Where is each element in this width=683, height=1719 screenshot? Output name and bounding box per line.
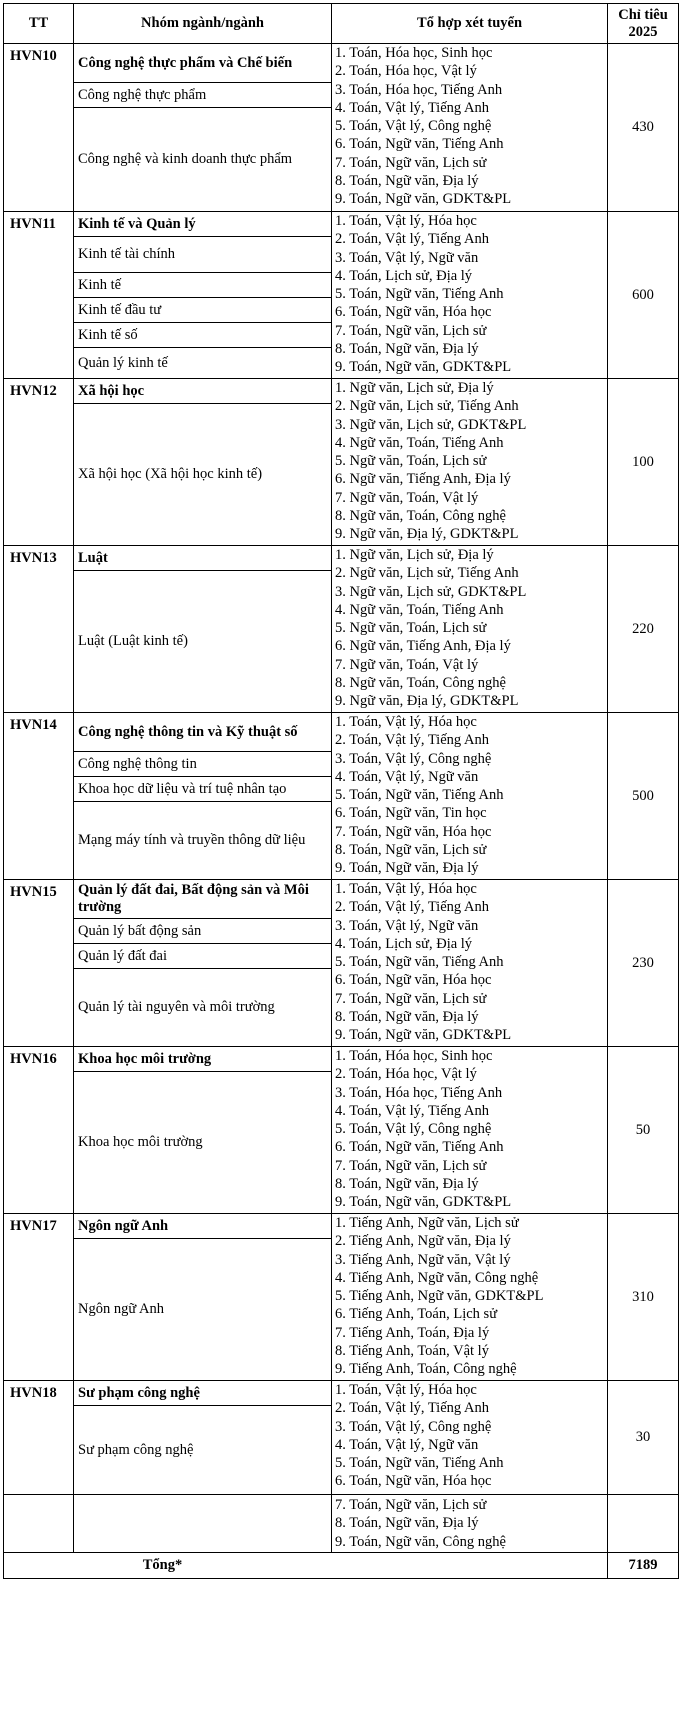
combo-item: 6. Toán, Ngữ văn, Hóa học [335,972,492,989]
combo-item: 5. Toán, Ngữ văn, Tiếng Anh [335,787,504,804]
group-code: HVN17 [4,1214,74,1381]
group-row [4,212,679,237]
group-name: Khoa học môi trường [74,1047,332,1072]
combo-item: 3. Toán, Hóa học, Tiếng Anh [335,1084,503,1101]
combo-item: 1. Toán, Hóa học, Sinh học [335,45,493,61]
combo-item: 7. Toán, Ngữ văn, Lịch sử [335,990,487,1007]
quota-value: 50 [608,1047,679,1214]
combo-item: 6. Toán, Ngữ văn, Hóa học [335,1473,492,1490]
combo-item: 8. Toán, Ngữ văn, Địa lý [335,1176,479,1193]
combo-item: 5. Tiếng Anh, Ngữ văn, GDKT&PL [335,1288,544,1305]
combo-item: 2. Tiếng Anh, Ngữ văn, Địa lý [335,1233,511,1250]
major-name: Ngôn ngữ Anh [74,1239,332,1381]
combo-item: 5. Ngữ văn, Toán, Lịch sử [335,620,487,637]
combo-item: 8. Toán, Ngữ văn, Địa lý [335,1515,479,1532]
admission-quota-table [3,3,679,1579]
combo-item: 9. Tiếng Anh, Toán, Công nghệ [335,1361,517,1378]
quota-value: 500 [608,713,679,880]
group-row [4,546,679,571]
group-row [4,379,679,404]
combo-item: 5. Toán, Vật lý, Công nghệ [335,1121,492,1138]
group-name: Sư phạm công nghệ [74,1381,332,1406]
combo-list [332,379,608,546]
group-code: HVN15 [4,880,74,1047]
combo-item: 8. Ngữ văn, Toán, Công nghệ [335,508,506,525]
combo-list [332,880,608,1047]
group-code: HVN13 [4,546,74,713]
combo-item: 3. Tiếng Anh, Ngữ văn, Vật lý [335,1251,511,1268]
combo-item: 6. Toán, Ngữ văn, Tiếng Anh [335,1139,504,1156]
quota-value: 30 [608,1381,679,1495]
group-name: Quản lý đất đai, Bất động sản và Môi trường [74,880,332,919]
combo-item: 1. Toán, Vật lý, Hóa học [335,213,477,229]
group-name: Xã hội học [74,379,332,404]
combo-item: 1. Toán, Vật lý, Hóa học [335,881,477,897]
major-name: Quản lý kinh tế [74,348,332,379]
combo-list [332,713,608,880]
combo-item: 5. Toán, Ngữ văn, Tiếng Anh [335,954,504,971]
group-row [4,44,679,83]
total-row [4,1553,679,1579]
combo-item: 4. Toán, Lịch sử, Địa lý [335,267,473,284]
combo-item: 3. Toán, Vật lý, Công nghệ [335,1418,492,1435]
table-body [4,44,679,1579]
combo-item: 7. Toán, Ngữ văn, Lịch sử [335,1497,487,1514]
quota-value: 310 [608,1214,679,1381]
combo-item: 9. Ngữ văn, Địa lý, GDKT&PL [335,526,519,543]
major-name: Sư phạm công nghệ [74,1406,332,1495]
major-name: Công nghệ thực phẩm [74,83,332,108]
combo-item: 5. Toán, Ngữ văn, Tiếng Anh [335,1455,504,1472]
blank-cell [608,1495,679,1553]
group-code: HVN10 [4,44,74,212]
combo-item: 6. Tiếng Anh, Toán, Lịch sử [335,1306,498,1323]
quota-value: 430 [608,44,679,212]
combo-item: 7. Tiếng Anh, Toán, Địa lý [335,1324,490,1341]
combo-item: 8. Toán, Ngữ văn, Lịch sử [335,842,487,859]
combo-list [332,44,608,212]
combo-item: 7. Toán, Ngữ văn, Hóa học [335,823,492,840]
combo-item: 8. Ngữ văn, Toán, Công nghệ [335,675,506,692]
combo-item: 3. Toán, Vật lý, Ngữ văn [335,917,479,934]
combo-item: 4. Tiếng Anh, Ngữ văn, Công nghệ [335,1269,539,1286]
combo-item: 2. Toán, Hóa học, Vật lý [335,1066,477,1083]
group-code: HVN18 [4,1381,74,1495]
major-name: Quản lý đất đai [74,944,332,969]
combo-item: 9. Ngữ văn, Địa lý, GDKT&PL [335,693,519,710]
combo-item: 5. Toán, Ngữ văn, Tiếng Anh [335,286,504,303]
major-name: Công nghệ và kinh doanh thực phẩm [74,108,332,212]
combo-item: 3. Ngữ văn, Lịch sử, GDKT&PL [335,583,527,600]
header-quota: Chỉ tiêu 2025 [608,4,679,44]
combo-item: 5. Toán, Vật lý, Công nghệ [335,118,492,135]
combo-item: 1. Toán, Vật lý, Hóa học [335,1382,477,1398]
combo-item: 4. Toán, Vật lý, Tiếng Anh [335,1102,489,1119]
combo-list [332,1214,608,1381]
combo-item: 2. Toán, Hóa học, Vật lý [335,63,477,80]
group-name: Công nghệ thực phẩm và Chế biến [74,44,332,83]
major-name: Quản lý bất động sản [74,919,332,944]
combo-item: 1. Ngữ văn, Lịch sử, Địa lý [335,547,494,563]
combo-item: 9. Toán, Ngữ văn, GDKT&PL [335,1027,512,1044]
major-name: Xã hội học (Xã hội học kinh tế) [74,404,332,546]
group-row [4,1214,679,1239]
combo-item: 4. Toán, Lịch sử, Địa lý [335,935,473,952]
combo-item: 8. Tiếng Anh, Toán, Vật lý [335,1343,489,1360]
combo-item: 3. Toán, Vật lý, Ngữ văn [335,249,479,266]
combo-list [332,212,608,379]
combo-item: 9. Toán, Ngữ văn, GDKT&PL [335,1194,512,1211]
quota-value: 220 [608,546,679,713]
group-row [4,880,679,919]
major-name: Mạng máy tính và truyền thông dữ liệu [74,802,332,880]
combo-item: 9. Toán, Ngữ văn, GDKT&PL [335,359,512,376]
quota-value: 230 [608,880,679,1047]
group-code: HVN11 [4,212,74,379]
combo-item: 7. Toán, Ngữ văn, Lịch sử [335,154,487,171]
combo-item: 1. Ngữ văn, Lịch sử, Địa lý [335,380,494,396]
combo-item: 9. Toán, Ngữ văn, Địa lý [335,860,479,877]
combo-item: 3. Toán, Hóa học, Tiếng Anh [335,81,503,98]
combo-item: 2. Ngữ văn, Lịch sử, Tiếng Anh [335,565,519,582]
major-name: Kinh tế số [74,323,332,348]
combo-item: 1. Toán, Hóa học, Sinh học [335,1048,493,1064]
combo-item: 7. Ngữ văn, Toán, Vật lý [335,489,479,506]
combo-item: 6. Ngữ văn, Tiếng Anh, Địa lý [335,471,511,488]
combo-item: 9. Toán, Ngữ văn, GDKT&PL [335,191,512,208]
group-code: HVN16 [4,1047,74,1214]
group-name: Kinh tế và Quản lý [74,212,332,237]
combo-item: 1. Tiếng Anh, Ngữ văn, Lịch sử [335,1215,519,1231]
combo-item: 5. Ngữ văn, Toán, Lịch sử [335,453,487,470]
continuation-row [4,1495,679,1553]
major-name: Kinh tế [74,273,332,298]
group-row [4,1047,679,1072]
combo-item: 4. Ngữ văn, Toán, Tiếng Anh [335,434,504,451]
combo-item: 7. Toán, Ngữ văn, Lịch sử [335,322,487,339]
combo-item: 2. Toán, Vật lý, Tiếng Anh [335,231,489,248]
combo-item: 1. Toán, Vật lý, Hóa học [335,714,477,730]
group-row [4,1381,679,1406]
combo-item: 6. Toán, Ngữ văn, Hóa học [335,304,492,321]
major-name: Khoa học dữ liệu và trí tuệ nhân tạo [74,777,332,802]
quota-value: 600 [608,212,679,379]
combo-item: 7. Toán, Ngữ văn, Lịch sử [335,1157,487,1174]
combo-item: 3. Toán, Vật lý, Công nghệ [335,750,492,767]
group-row [4,713,679,752]
combo-item: 4. Toán, Vật lý, Tiếng Anh [335,99,489,116]
combo-item: 6. Ngữ văn, Tiếng Anh, Địa lý [335,638,511,655]
combo-item: 6. Toán, Ngữ văn, Tiếng Anh [335,136,504,153]
header-tt: TT [4,4,74,44]
combo-list-continued [332,1495,608,1553]
combo-item: 2. Toán, Vật lý, Tiếng Anh [335,899,489,916]
combo-item: 4. Ngữ văn, Toán, Tiếng Anh [335,601,504,618]
combo-item: 2. Toán, Vật lý, Tiếng Anh [335,732,489,749]
major-name: Khoa học môi trường [74,1072,332,1214]
combo-item: 8. Toán, Ngữ văn, Địa lý [335,341,479,358]
combo-item: 2. Toán, Vật lý, Tiếng Anh [335,1400,489,1417]
blank-cell [74,1495,332,1553]
combo-list [332,1381,608,1495]
header-row [4,4,679,44]
major-name: Luật (Luật kinh tế) [74,571,332,713]
combo-list [332,1047,608,1214]
group-code: HVN14 [4,713,74,880]
major-name: Quản lý tài nguyên và môi trường [74,969,332,1047]
total-label: Tổng* [4,1553,608,1579]
combo-item: 8. Toán, Ngữ văn, Địa lý [335,173,479,190]
header-combos: Tổ hợp xét tuyển [332,4,608,44]
total-value: 7189 [608,1553,679,1579]
combo-item: 6. Toán, Ngữ văn, Tin học [335,805,487,822]
combo-item: 4. Toán, Vật lý, Ngữ văn [335,768,479,785]
major-name: Công nghệ thông tin [74,752,332,777]
combo-item: 9. Toán, Ngữ văn, Công nghệ [335,1533,506,1550]
quota-value: 100 [608,379,679,546]
major-name: Kinh tế tài chính [74,237,332,273]
group-code: HVN12 [4,379,74,546]
group-name: Ngôn ngữ Anh [74,1214,332,1239]
combo-list [332,546,608,713]
header-group: Nhóm ngành/ngành [74,4,332,44]
blank-cell [4,1495,74,1553]
group-name: Công nghệ thông tin và Kỹ thuật số [74,713,332,752]
group-name: Luật [74,546,332,571]
combo-item: 2. Ngữ văn, Lịch sử, Tiếng Anh [335,398,519,415]
combo-item: 8. Toán, Ngữ văn, Địa lý [335,1009,479,1026]
combo-item: 4. Toán, Vật lý, Ngữ văn [335,1436,479,1453]
combo-item: 3. Ngữ văn, Lịch sử, GDKT&PL [335,416,527,433]
combo-item: 7. Ngữ văn, Toán, Vật lý [335,656,479,673]
major-name: Kinh tế đầu tư [74,298,332,323]
